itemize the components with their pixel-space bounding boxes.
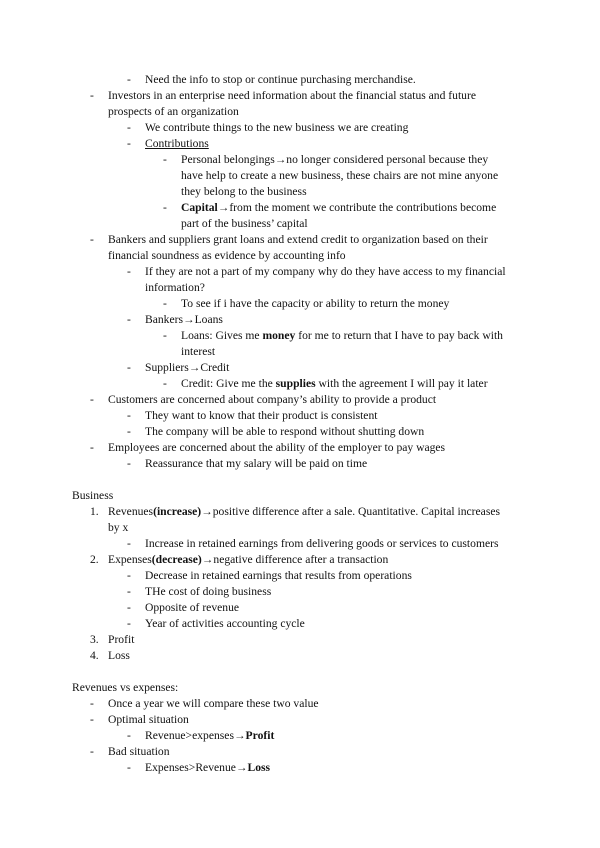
bullet: -	[127, 313, 131, 326]
bullet: -	[127, 457, 131, 470]
bullet: -	[127, 585, 131, 598]
bullet: -	[127, 265, 131, 278]
bullet: -	[163, 377, 167, 390]
note-line: - The company will be able to respond without shutting down	[127, 425, 425, 438]
item-number: 3.	[90, 633, 99, 646]
numbered-item: 2. Expenses(decrease)→negative difference after a transaction	[90, 553, 389, 566]
note-line: - THe cost of doing business	[127, 585, 272, 598]
bullet: -	[127, 617, 131, 630]
note-line: prospects of an organization	[108, 105, 239, 118]
bullet: -	[163, 329, 167, 342]
bullet: -	[90, 89, 94, 102]
note-line: - To see if i have the capacity or ability to return the money	[163, 297, 450, 310]
note-line: - Need the info to stop or continue purchasing merchandise.	[127, 73, 416, 86]
note-line: - Suppliers→Credit	[127, 361, 230, 374]
bullet: -	[127, 73, 131, 86]
note-line: - Loans: Gives me money for me to return that I have to pay back with	[163, 329, 503, 342]
bullet: -	[127, 761, 131, 774]
item-number: 4.	[90, 649, 99, 662]
note-line: - Employees are concerned about the ability of the employer to pay wages	[90, 441, 446, 454]
bullet: -	[127, 361, 131, 374]
note-line: - We contribute things to the new business we are creating	[127, 121, 409, 134]
numbered-item: 3. Profit	[90, 633, 135, 646]
item-number: 1.	[90, 505, 99, 518]
note-line: have help to create a new business, these chairs are not mine anyone	[181, 169, 499, 182]
bullet: -	[90, 713, 94, 726]
bullet: -	[90, 697, 94, 710]
bullet: -	[127, 729, 131, 742]
note-line: - Increase in retained earnings from delivering goods or services to customers	[127, 537, 499, 550]
note-line: - Credit: Give me the supplies with the agreement I will pay it later	[163, 377, 488, 390]
bullet: -	[90, 233, 94, 246]
note-line: - Bad situation	[90, 745, 170, 758]
bullet: -	[127, 425, 131, 438]
note-line: - Personal belongings→no longer considered personal because they	[163, 153, 489, 166]
bullet: -	[90, 393, 94, 406]
note-line: part of the business’ capital	[181, 217, 308, 230]
bullet: -	[163, 201, 167, 214]
note-line: - Bankers→Loans	[127, 313, 223, 326]
note-line: - Year of activities accounting cycle	[127, 617, 305, 630]
note-line: - Opposite of revenue	[127, 601, 240, 614]
bullet: -	[163, 297, 167, 310]
bullet: -	[127, 121, 131, 134]
note-line: - Optimal situation	[90, 713, 189, 726]
note-line: interest	[181, 345, 216, 358]
note-line: - Revenue>expenses→Profit	[127, 729, 275, 742]
numbered-item: 1. Revenues(increase)→positive difference after a sale. Quantitative. Capital increases	[90, 505, 501, 518]
note-line: - Decrease in retained earnings that results from operations	[127, 569, 412, 582]
note-line: - Once a year we will compare these two value	[90, 697, 319, 710]
bullet: -	[127, 569, 131, 582]
numbered-item: 4. Loss	[90, 649, 130, 662]
bullet: -	[90, 745, 94, 758]
note-line: information?	[145, 281, 205, 294]
bullet: -	[127, 409, 131, 422]
note-line: - Bankers and suppliers grant loans and extend credit to organization based on their	[90, 233, 488, 246]
note-line: - Investors in an enterprise need information about the financial status and future	[90, 89, 476, 102]
item-number: 2.	[90, 553, 99, 566]
bullet: -	[127, 601, 131, 614]
note-line: by x	[108, 521, 129, 534]
note-line: financial soundness as evidence by accounting info	[108, 249, 346, 262]
note-line: - Capital→from the moment we contribute the contributions become	[163, 201, 497, 214]
section-heading: Business	[72, 489, 114, 502]
bullet: -	[90, 441, 94, 454]
note-line: - If they are not a part of my company why do they have access to my financial	[127, 265, 506, 278]
bullet: -	[127, 537, 131, 550]
section-heading: Revenues vs expenses:	[72, 681, 179, 694]
note-line: - They want to know that their product is consistent	[127, 409, 378, 422]
note-line: - Contributions	[127, 137, 209, 150]
note-line: - Expenses>Revenue→Loss	[127, 761, 271, 774]
bullet: -	[163, 153, 167, 166]
bullet: -	[127, 137, 131, 150]
note-line: - Customers are concerned about company’s ability to provide a product	[90, 393, 437, 406]
note-line: they belong to the business	[181, 185, 307, 198]
note-line: - Reassurance that my salary will be paid on time	[127, 457, 368, 470]
